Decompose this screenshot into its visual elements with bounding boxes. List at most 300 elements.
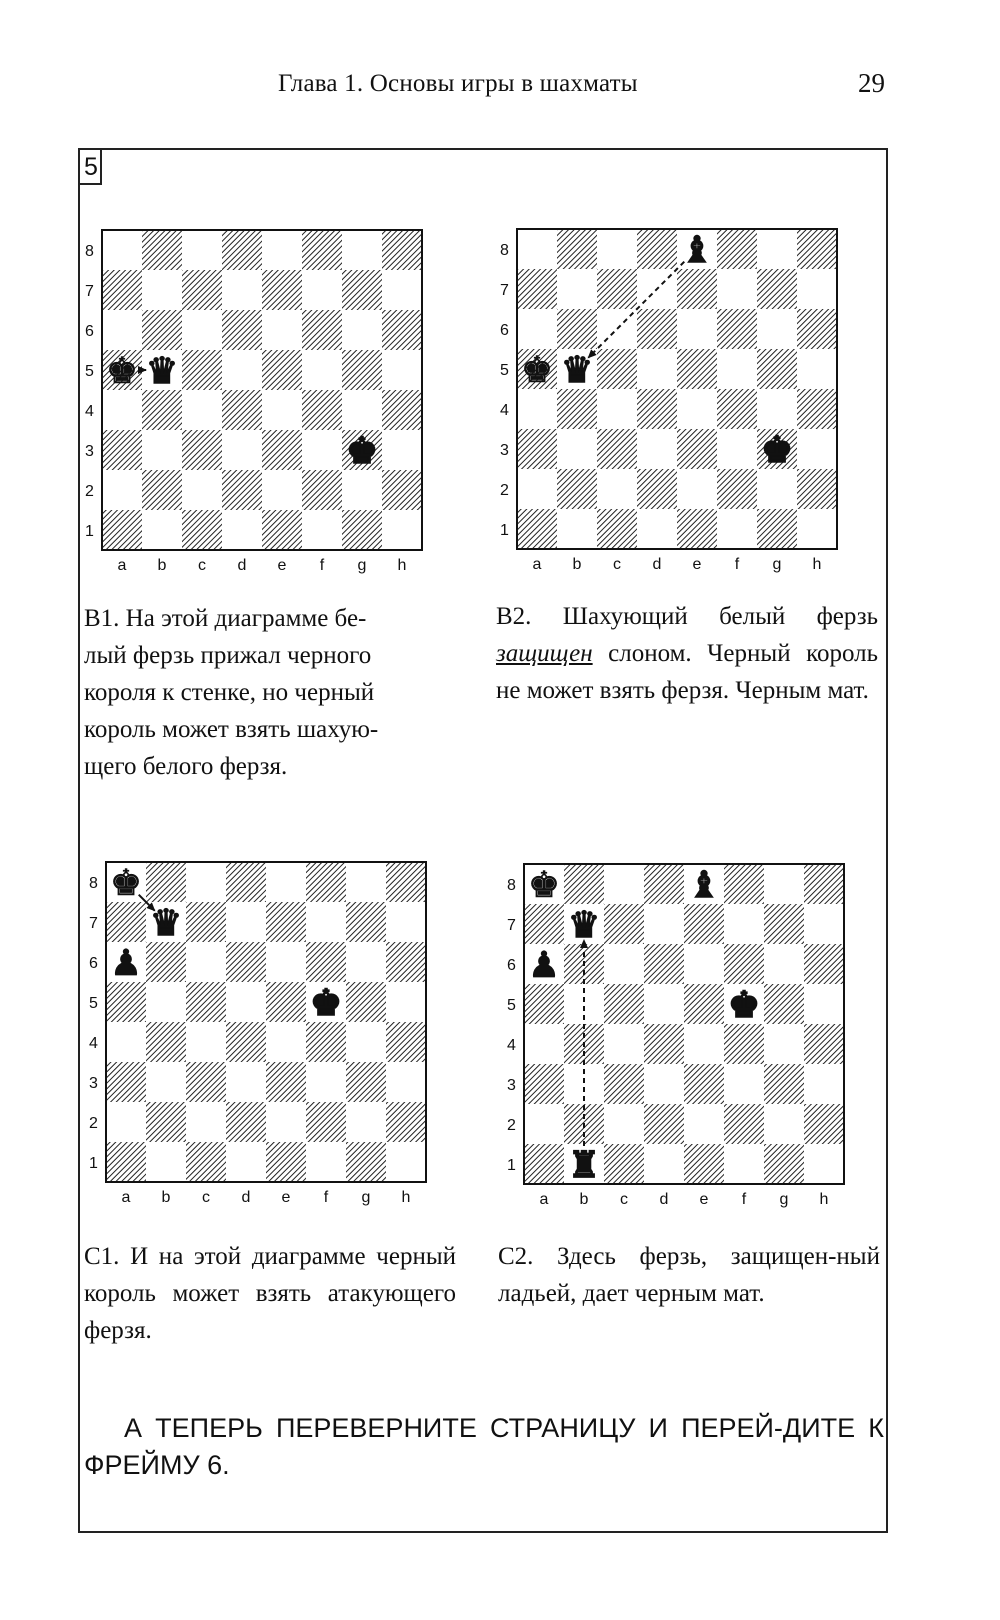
dark-square <box>226 1022 266 1062</box>
dark-square <box>146 1102 186 1142</box>
file-label: b <box>572 556 582 573</box>
dark-square <box>106 1142 146 1182</box>
dark-square <box>222 310 262 350</box>
dark-square <box>804 864 844 904</box>
rank-label: 6 <box>85 323 94 340</box>
light-square <box>226 1142 266 1182</box>
light-square <box>517 469 557 509</box>
dark-square <box>597 349 637 389</box>
file-label: e <box>281 1189 291 1206</box>
light-square <box>226 982 266 1022</box>
dark-square <box>382 390 422 430</box>
file-label: b <box>161 1189 171 1206</box>
dark-square <box>764 1144 804 1184</box>
light-square <box>757 389 797 429</box>
rank-label: 5 <box>500 362 509 379</box>
dark-square <box>106 1062 146 1102</box>
dark-square <box>182 270 222 310</box>
dark-square <box>804 1104 844 1144</box>
chess-diagram-c2 <box>502 864 848 1210</box>
file-label: f <box>319 557 325 574</box>
white-king-icon: ♚ <box>309 983 343 1024</box>
dark-square <box>724 1024 764 1064</box>
file-label: f <box>741 1191 747 1208</box>
rank-label: 8 <box>85 243 94 260</box>
light-square <box>797 429 837 469</box>
file-label: g <box>772 556 782 573</box>
dark-square <box>717 389 757 429</box>
dark-square <box>637 229 677 269</box>
black-pawn-icon: ♟ <box>527 945 561 986</box>
file-label: c <box>198 557 206 574</box>
dark-square <box>764 1064 804 1104</box>
dark-square <box>724 864 764 904</box>
rank-label: 3 <box>89 1075 98 1092</box>
light-square <box>557 509 597 549</box>
light-square <box>604 1024 644 1064</box>
dark-square <box>142 470 182 510</box>
rank-label: 6 <box>500 322 509 339</box>
light-square <box>142 510 182 550</box>
light-square <box>182 470 222 510</box>
light-square <box>302 510 342 550</box>
light-square <box>677 389 717 429</box>
dark-square <box>604 904 644 944</box>
light-square <box>302 270 342 310</box>
light-square <box>182 310 222 350</box>
dark-square <box>717 469 757 509</box>
dark-square <box>517 429 557 469</box>
closing-instruction: А ТЕПЕРЬ ПЕРЕВЕРНИТЕ СТРАНИЦУ И ПЕРЕЙ-ДИТЕ К ФРЕЙМУ 6. <box>84 1413 884 1480</box>
light-square <box>677 469 717 509</box>
light-square <box>266 1022 306 1062</box>
light-square <box>764 1024 804 1064</box>
rank-label: 3 <box>85 443 94 460</box>
frame-number: 5 <box>84 153 98 181</box>
file-label: g <box>361 1189 371 1206</box>
light-square <box>146 1142 186 1182</box>
file-label: g <box>357 557 367 574</box>
dark-square <box>604 984 644 1024</box>
light-square <box>342 390 382 430</box>
rank-label: 1 <box>507 1157 516 1174</box>
dark-square <box>186 1142 226 1182</box>
file-label: a <box>532 556 542 573</box>
file-label: c <box>202 1189 210 1206</box>
dark-square <box>557 229 597 269</box>
light-square <box>102 310 142 350</box>
dark-square <box>266 1142 306 1182</box>
light-square <box>644 1064 684 1104</box>
light-square <box>102 230 142 270</box>
dark-square <box>597 509 637 549</box>
dark-square <box>564 864 604 904</box>
light-square <box>757 309 797 349</box>
dark-square <box>677 349 717 389</box>
dark-square <box>524 1064 564 1104</box>
light-square <box>186 1022 226 1062</box>
light-square <box>186 862 226 902</box>
white-rook-icon: ♜ <box>567 1145 601 1186</box>
dark-square <box>182 430 222 470</box>
dark-square <box>637 309 677 349</box>
dark-square <box>266 982 306 1022</box>
dark-square <box>146 862 186 902</box>
dark-square <box>797 389 837 429</box>
rank-label: 8 <box>89 875 98 892</box>
light-square <box>222 350 262 390</box>
dark-square <box>346 902 386 942</box>
dark-square <box>637 469 677 509</box>
caption-text: слоном. Черный король не может взять ферзя. Черным мат. <box>496 640 878 704</box>
black-pawn-icon: ♟ <box>109 943 143 984</box>
dark-square <box>306 862 346 902</box>
dark-square <box>804 1024 844 1064</box>
dark-square <box>386 1022 426 1062</box>
file-label: d <box>237 557 247 574</box>
dark-square <box>262 510 302 550</box>
light-square <box>797 349 837 389</box>
light-square <box>797 269 837 309</box>
file-label: e <box>277 557 287 574</box>
light-square <box>604 944 644 984</box>
dark-square <box>524 1144 564 1184</box>
rank-label: 4 <box>500 402 509 419</box>
dark-square <box>386 942 426 982</box>
file-label: h <box>812 556 822 573</box>
light-square <box>517 389 557 429</box>
light-square <box>764 864 804 904</box>
dark-square <box>186 902 226 942</box>
light-square <box>604 1104 644 1144</box>
dark-square <box>557 469 597 509</box>
white-queen-icon: ♛ <box>145 351 179 392</box>
dark-square <box>724 944 764 984</box>
dark-square <box>342 510 382 550</box>
light-square <box>342 230 382 270</box>
light-square <box>524 1024 564 1064</box>
dark-square <box>106 902 146 942</box>
light-square <box>717 269 757 309</box>
dark-square <box>266 1062 306 1102</box>
dark-square <box>797 229 837 269</box>
light-square <box>717 429 757 469</box>
caption-line: щего белого ферзя. <box>84 753 288 780</box>
rank-label: 7 <box>507 917 516 934</box>
light-square <box>386 1142 426 1182</box>
caption-underlined-word: защищен <box>496 640 593 667</box>
chessboard-svg <box>495 229 841 575</box>
caption-line: короля к стенке, но черный <box>84 679 375 706</box>
white-queen-icon: ♛ <box>560 350 594 391</box>
file-label: b <box>157 557 167 574</box>
caption-b2 <box>496 598 878 709</box>
chess-diagram-b1 <box>80 230 426 576</box>
caption-line: король может взять шахую- <box>84 716 379 743</box>
light-square <box>342 470 382 510</box>
rank-label: 6 <box>507 957 516 974</box>
light-square <box>724 1064 764 1104</box>
dark-square <box>717 309 757 349</box>
dark-square <box>222 230 262 270</box>
light-square <box>386 982 426 1022</box>
light-square <box>346 942 386 982</box>
light-square <box>266 862 306 902</box>
dark-square <box>302 470 342 510</box>
dark-square <box>517 509 557 549</box>
light-square <box>142 270 182 310</box>
dark-square <box>346 1062 386 1102</box>
light-square <box>262 390 302 430</box>
light-square <box>637 509 677 549</box>
file-label: a <box>121 1189 131 1206</box>
chess-diagram-c1 <box>84 862 430 1208</box>
dark-square <box>262 430 302 470</box>
file-label: e <box>699 1191 709 1208</box>
dark-square <box>186 982 226 1022</box>
light-square <box>262 230 302 270</box>
light-square <box>226 902 266 942</box>
dark-square <box>226 862 266 902</box>
dark-square <box>764 984 804 1024</box>
light-square <box>346 1102 386 1142</box>
white-queen-icon: ♛ <box>149 903 183 944</box>
light-square <box>804 984 844 1024</box>
file-label: c <box>620 1191 628 1208</box>
light-square <box>102 390 142 430</box>
dark-square <box>186 1062 226 1102</box>
white-queen-icon: ♛ <box>567 905 601 946</box>
light-square <box>262 470 302 510</box>
dark-square <box>262 350 302 390</box>
file-label: h <box>819 1191 829 1208</box>
light-square <box>182 390 222 430</box>
dark-square <box>182 350 222 390</box>
light-square <box>266 1102 306 1142</box>
rank-label: 1 <box>85 523 94 540</box>
light-square <box>106 1022 146 1062</box>
dark-square <box>684 904 724 944</box>
light-square <box>757 469 797 509</box>
rank-label: 4 <box>507 1037 516 1054</box>
rank-label: 3 <box>500 442 509 459</box>
light-square <box>182 230 222 270</box>
file-label: f <box>323 1189 329 1206</box>
dark-square <box>677 509 717 549</box>
light-square <box>597 469 637 509</box>
file-label: h <box>397 557 407 574</box>
light-square <box>222 510 262 550</box>
light-square <box>524 1104 564 1144</box>
light-square <box>757 229 797 269</box>
dark-square <box>644 864 684 904</box>
light-square <box>597 229 637 269</box>
dark-square <box>262 270 302 310</box>
rank-label: 5 <box>89 995 98 1012</box>
rank-label: 7 <box>85 283 94 300</box>
caption-c1: C1. И на этой диаграмме черный король может взять атакующего ферзя. <box>84 1243 456 1344</box>
light-square <box>302 350 342 390</box>
dark-square <box>557 389 597 429</box>
file-label: a <box>539 1191 549 1208</box>
file-label: h <box>401 1189 411 1206</box>
dark-square <box>226 1102 266 1142</box>
dark-square <box>386 862 426 902</box>
chessboard-svg <box>84 862 430 1208</box>
white-king-icon: ♚ <box>760 430 794 471</box>
dark-square <box>386 1102 426 1142</box>
dark-square <box>797 309 837 349</box>
file-label: g <box>779 1191 789 1208</box>
light-square <box>146 1062 186 1102</box>
light-square <box>717 349 757 389</box>
dark-square <box>677 269 717 309</box>
rank-label: 8 <box>500 242 509 259</box>
dark-square <box>524 904 564 944</box>
caption-line: лый ферзь прижал черного <box>84 642 372 669</box>
light-square <box>262 310 302 350</box>
dark-square <box>146 942 186 982</box>
light-square <box>382 510 422 550</box>
dark-square <box>142 230 182 270</box>
file-label: d <box>659 1191 669 1208</box>
light-square <box>637 429 677 469</box>
rank-label: 5 <box>85 363 94 380</box>
dark-square <box>684 1064 724 1104</box>
light-square <box>306 1142 346 1182</box>
dark-square <box>677 429 717 469</box>
file-label: c <box>613 556 621 573</box>
dark-square <box>764 904 804 944</box>
dark-square <box>604 1064 644 1104</box>
light-square <box>186 942 226 982</box>
light-square <box>266 942 306 982</box>
rank-label: 2 <box>89 1115 98 1132</box>
light-square <box>342 310 382 350</box>
light-square <box>644 984 684 1024</box>
light-square <box>517 309 557 349</box>
dark-square <box>102 270 142 310</box>
dark-square <box>644 1104 684 1144</box>
rank-label: 3 <box>507 1077 516 1094</box>
rank-label: 6 <box>89 955 98 972</box>
light-square <box>226 1062 266 1102</box>
dark-square <box>597 269 637 309</box>
black-king-icon: ♚ <box>109 863 143 904</box>
light-square <box>306 902 346 942</box>
caption-c2: C2. Здесь ферзь, защищен-ный ладьей, дает черным мат. <box>498 1243 880 1307</box>
dark-square <box>102 510 142 550</box>
light-square <box>597 389 637 429</box>
caption-text: B2. Шахующий белый ферзь <box>496 603 878 630</box>
dark-square <box>684 984 724 1024</box>
white-bishop-icon: ♝ <box>680 230 714 271</box>
dark-square <box>757 349 797 389</box>
light-square <box>302 430 342 470</box>
dark-square <box>142 310 182 350</box>
dark-square <box>302 230 342 270</box>
dark-square <box>684 1144 724 1184</box>
light-square <box>717 509 757 549</box>
dark-square <box>306 1022 346 1062</box>
black-king-icon: ♚ <box>527 865 561 906</box>
dark-square <box>382 310 422 350</box>
dark-square <box>222 470 262 510</box>
dark-square <box>266 902 306 942</box>
dark-square <box>637 389 677 429</box>
rank-label: 2 <box>500 482 509 499</box>
light-square <box>382 350 422 390</box>
dark-square <box>342 270 382 310</box>
dark-square <box>644 1024 684 1064</box>
caption-b1 <box>84 600 446 785</box>
light-square <box>557 269 597 309</box>
dark-square <box>346 1142 386 1182</box>
dark-square <box>524 984 564 1024</box>
light-square <box>804 1064 844 1104</box>
rank-label: 4 <box>89 1035 98 1052</box>
dark-square <box>557 309 597 349</box>
light-square <box>684 1104 724 1144</box>
light-square <box>724 1144 764 1184</box>
chessboard-svg <box>502 864 848 1210</box>
dark-square <box>717 229 757 269</box>
rank-label: 2 <box>507 1117 516 1134</box>
black-king-icon: ♚ <box>520 350 554 391</box>
dark-square <box>142 390 182 430</box>
rank-label: 4 <box>85 403 94 420</box>
file-label: f <box>734 556 740 573</box>
file-label: b <box>579 1191 589 1208</box>
white-king-icon: ♚ <box>727 985 761 1026</box>
dark-square <box>757 509 797 549</box>
light-square <box>386 1062 426 1102</box>
light-square <box>764 1104 804 1144</box>
white-king-icon: ♚ <box>345 431 379 472</box>
rank-label: 1 <box>89 1155 98 1172</box>
dark-square <box>644 944 684 984</box>
caption-line: B1. На этой диаграмме бе- <box>84 605 367 632</box>
dark-square <box>517 269 557 309</box>
rank-label: 8 <box>507 877 516 894</box>
rank-label: 5 <box>507 997 516 1014</box>
light-square <box>186 1102 226 1142</box>
light-square <box>644 904 684 944</box>
dark-square <box>724 1104 764 1144</box>
light-square <box>644 1144 684 1184</box>
dark-square <box>804 944 844 984</box>
running-header: Глава 1. Основы игры в шахматы <box>278 70 638 97</box>
dark-square <box>306 1102 346 1142</box>
dark-square <box>797 469 837 509</box>
dark-square <box>604 1144 644 1184</box>
dark-square <box>106 982 146 1022</box>
light-square <box>346 1022 386 1062</box>
chess-diagram-b2 <box>495 229 841 575</box>
light-square <box>382 430 422 470</box>
dark-square <box>102 430 142 470</box>
light-square <box>724 904 764 944</box>
dark-square <box>146 1022 186 1062</box>
light-square <box>684 1024 724 1064</box>
rank-label: 7 <box>89 915 98 932</box>
light-square <box>106 1102 146 1142</box>
light-square <box>684 944 724 984</box>
dark-square <box>306 942 346 982</box>
dark-square <box>382 230 422 270</box>
file-label: d <box>241 1189 251 1206</box>
light-square <box>382 270 422 310</box>
